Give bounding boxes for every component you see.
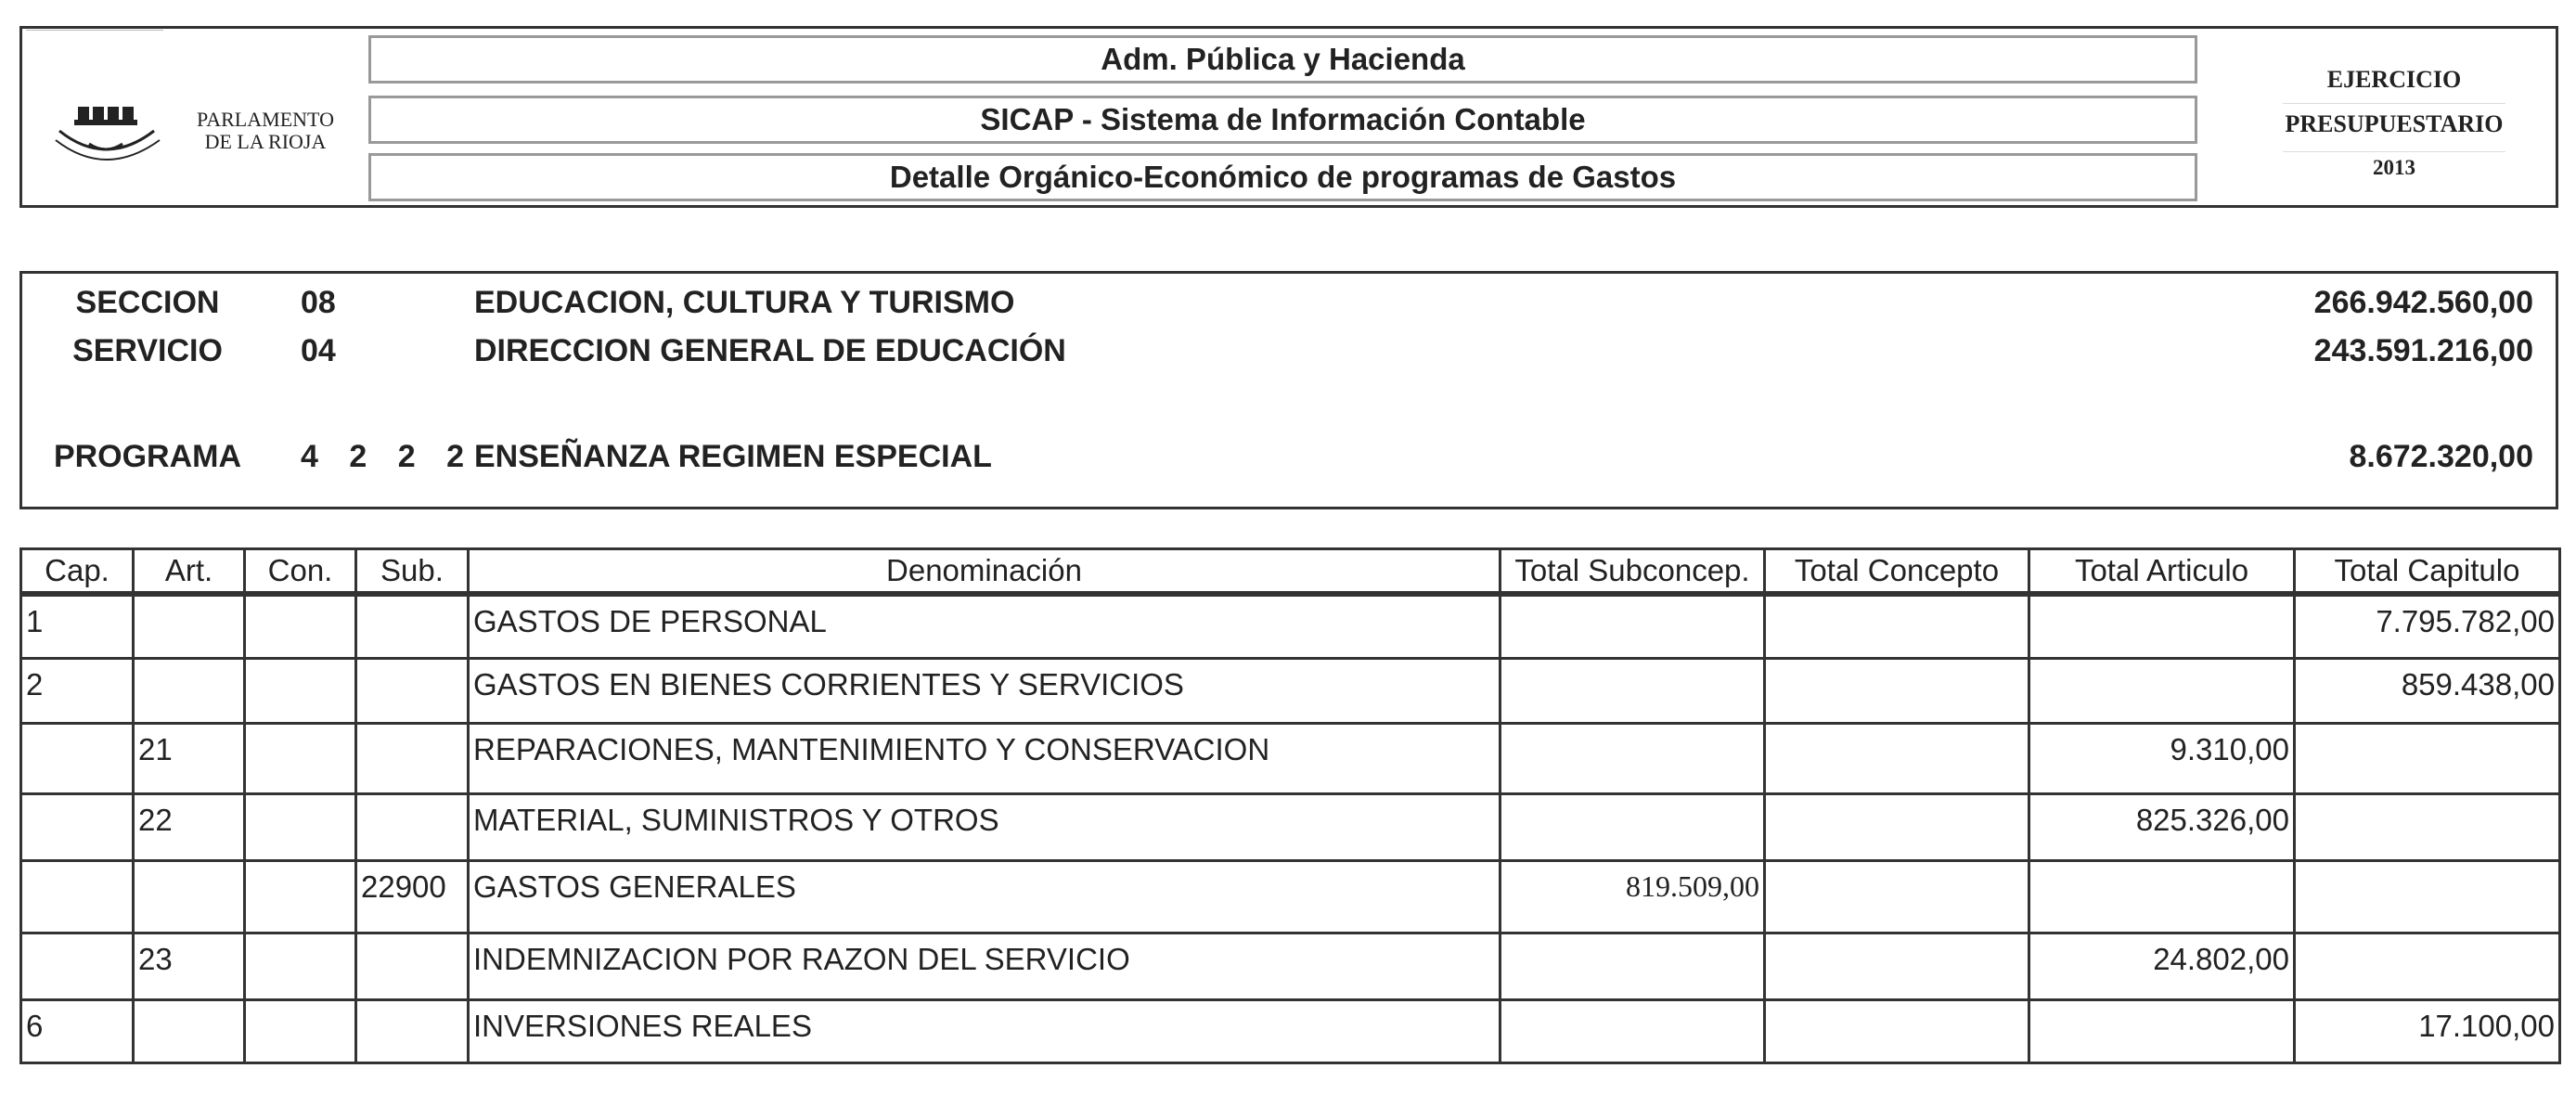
servicio-label: SERVICIO bbox=[72, 333, 223, 368]
servicio-name: DIRECCION GENERAL DE EDUCACIÓN bbox=[474, 333, 1066, 368]
cell-cap bbox=[21, 861, 134, 933]
cell-art bbox=[134, 594, 245, 659]
cell-total-articulo bbox=[2029, 861, 2295, 933]
report-header bbox=[19, 26, 2558, 208]
header-denominacion: Denominación bbox=[469, 549, 1501, 594]
cell-denominacion: INDEMNIZACION POR RAZON DEL SERVICIO bbox=[469, 933, 1501, 1000]
cell-denominacion: GASTOS EN BIENES CORRIENTES Y SERVICIOS bbox=[469, 659, 1501, 724]
cell-total-articulo: 9.310,00 bbox=[2029, 724, 2295, 794]
budget-detail-table bbox=[19, 547, 2561, 1064]
cell-sub: 22900 bbox=[356, 861, 469, 933]
cell-total-capitulo bbox=[2295, 861, 2560, 933]
cell-total-concepto bbox=[1765, 1000, 2029, 1063]
cell-con bbox=[245, 659, 356, 724]
cell-sub bbox=[356, 933, 469, 1000]
cell-con bbox=[245, 1000, 356, 1063]
cell-total-articulo bbox=[2029, 659, 2295, 724]
table-row bbox=[21, 659, 2560, 724]
cell-art bbox=[134, 659, 245, 724]
cell-denominacion: MATERIAL, SUMINISTROS Y OTROS bbox=[469, 794, 1501, 861]
table-row bbox=[21, 724, 2560, 794]
cell-con bbox=[245, 794, 356, 861]
cell-total-articulo bbox=[2029, 594, 2295, 659]
header-sub: Sub. bbox=[356, 549, 469, 594]
report-title: Detalle Orgánico-Económico de programas de Gastos bbox=[368, 153, 2197, 201]
cell-total-concepto bbox=[1765, 933, 2029, 1000]
ejercicio-divider bbox=[2283, 151, 2505, 152]
ejercicio-divider bbox=[2283, 103, 2505, 104]
cell-sub bbox=[356, 1000, 469, 1063]
cell-art bbox=[134, 861, 245, 933]
programa-label: PROGRAMA bbox=[53, 439, 242, 474]
logo-line-1: PARLAMENTO bbox=[197, 108, 334, 131]
cell-total-articulo: 825.326,00 bbox=[2029, 794, 2295, 861]
programa-amount: 8.672.320,00 bbox=[2349, 439, 2533, 474]
cell-total-subconcepto bbox=[1501, 933, 1765, 1000]
cell-denominacion: REPARACIONES, MANTENIMIENTO Y CONSERVACION bbox=[469, 724, 1501, 794]
table-row bbox=[21, 794, 2560, 861]
seccion-code: 08 bbox=[301, 285, 336, 320]
table-header-row bbox=[21, 549, 2560, 594]
cell-total-concepto bbox=[1765, 594, 2029, 659]
cell-total-capitulo: 17.100,00 bbox=[2295, 1000, 2560, 1063]
presupuestario-label: PRESUPUESTARIO bbox=[2285, 110, 2504, 137]
cell-cap: 2 bbox=[21, 659, 134, 724]
servicio-amount: 243.591.216,00 bbox=[2313, 333, 2533, 368]
table-row bbox=[21, 1000, 2560, 1063]
seccion-label: SECCION bbox=[75, 285, 220, 320]
cell-sub bbox=[356, 659, 469, 724]
table-row bbox=[21, 933, 2560, 1000]
cell-total-subconcepto bbox=[1501, 1000, 1765, 1063]
cell-cap bbox=[21, 933, 134, 1000]
cell-cap: 1 bbox=[21, 594, 134, 659]
program-summary bbox=[19, 271, 2558, 509]
cell-total-capitulo: 859.438,00 bbox=[2295, 659, 2560, 724]
cell-denominacion: GASTOS DE PERSONAL bbox=[469, 594, 1501, 659]
header-total-capitulo: Total Capitulo bbox=[2295, 549, 2560, 594]
programa-name: ENSEÑANZA REGIMEN ESPECIAL bbox=[474, 439, 992, 474]
cell-art bbox=[134, 1000, 245, 1063]
logo-line-2: DE LA RIOJA bbox=[204, 130, 327, 153]
cell-total-subconcepto bbox=[1501, 659, 1765, 724]
seccion-amount: 266.942.560,00 bbox=[2313, 285, 2533, 320]
servicio-code: 04 bbox=[301, 333, 336, 368]
cell-sub bbox=[356, 594, 469, 659]
header-total-articulo: Total Articulo bbox=[2029, 549, 2295, 594]
header-total-concepto: Total Concepto bbox=[1765, 549, 2029, 594]
cell-total-subconcepto bbox=[1501, 794, 1765, 861]
cell-cap bbox=[21, 794, 134, 861]
table-row bbox=[21, 594, 2560, 659]
cell-con bbox=[245, 594, 356, 659]
cell-cap bbox=[21, 724, 134, 794]
parliament-emblem-icon bbox=[52, 103, 182, 177]
header-total-subconcepto: Total Subconcep. bbox=[1501, 549, 1765, 594]
programa-code: 4 2 2 2 bbox=[301, 439, 475, 474]
cell-total-concepto bbox=[1765, 724, 2029, 794]
cell-total-articulo: 24.802,00 bbox=[2029, 933, 2295, 1000]
cell-total-capitulo: 7.795.782,00 bbox=[2295, 594, 2560, 659]
cell-total-concepto bbox=[1765, 794, 2029, 861]
cell-denominacion: INVERSIONES REALES bbox=[469, 1000, 1501, 1063]
cell-art: 21 bbox=[134, 724, 245, 794]
ejercicio-label: EJERCICIO bbox=[2326, 66, 2462, 93]
cell-total-concepto bbox=[1765, 659, 2029, 724]
cell-denominacion: GASTOS GENERALES bbox=[469, 861, 1501, 933]
cell-cap: 6 bbox=[21, 1000, 134, 1063]
header-art: Art. bbox=[134, 549, 245, 594]
cell-sub bbox=[356, 794, 469, 861]
cell-total-subconcepto: 819.509,00 bbox=[1501, 861, 1765, 933]
cell-total-concepto bbox=[1765, 861, 2029, 933]
cell-total-capitulo bbox=[2295, 724, 2560, 794]
cell-con bbox=[245, 724, 356, 794]
table-row bbox=[21, 861, 2560, 933]
header-cap: Cap. bbox=[21, 549, 134, 594]
parliament-name bbox=[173, 109, 358, 153]
cell-total-subconcepto bbox=[1501, 724, 1765, 794]
cell-total-articulo bbox=[2029, 1000, 2295, 1063]
budget-year: 2013 bbox=[2373, 156, 2415, 179]
cell-art: 23 bbox=[134, 933, 245, 1000]
system-title: SICAP - Sistema de Información Contable bbox=[368, 96, 2197, 144]
cell-con bbox=[245, 861, 356, 933]
cell-total-subconcepto bbox=[1501, 594, 1765, 659]
department-title: Adm. Pública y Hacienda bbox=[368, 35, 2197, 84]
header-con: Con. bbox=[245, 549, 356, 594]
cell-total-capitulo bbox=[2295, 794, 2560, 861]
cell-art: 22 bbox=[134, 794, 245, 861]
cell-sub bbox=[356, 724, 469, 794]
seccion-name: EDUCACION, CULTURA Y TURISMO bbox=[474, 285, 1015, 320]
cell-total-capitulo bbox=[2295, 933, 2560, 1000]
cell-con bbox=[245, 933, 356, 1000]
